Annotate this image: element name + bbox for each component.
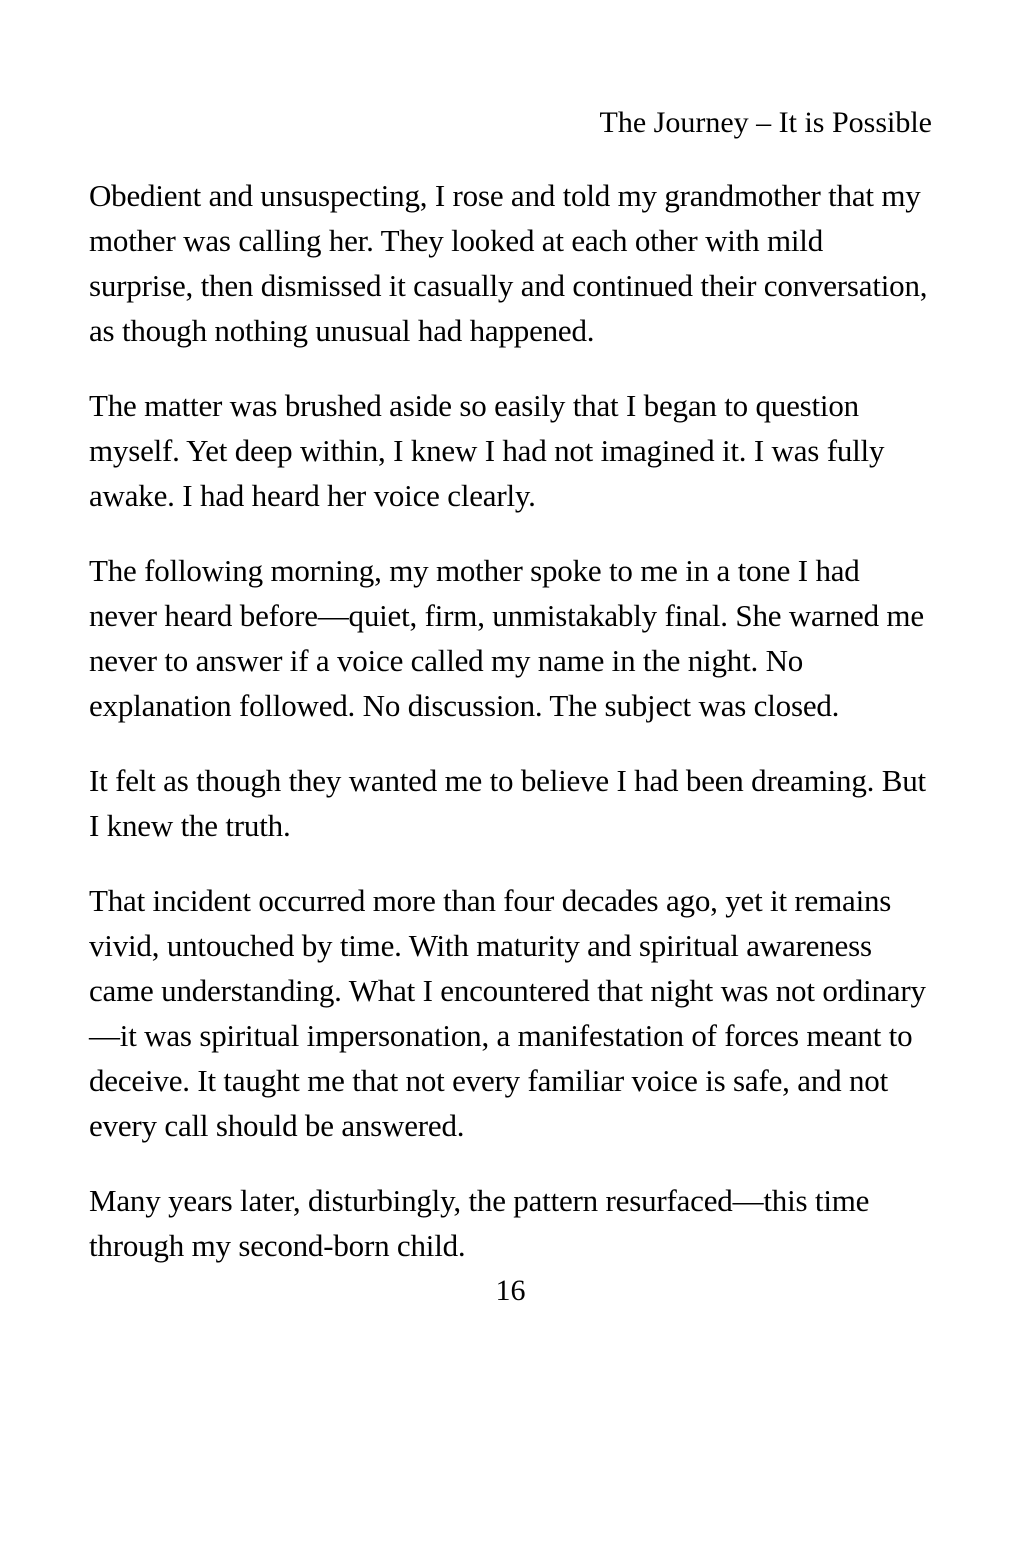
paragraph: Many years later, disturbingly, the pattern resurfaced—this time through my second-born child. (89, 1183, 870, 1263)
paragraph: It felt as though they wanted me to believe I had been dreaming. But I knew the truth. (89, 763, 926, 843)
paragraph: That incident occurred more than four decades ago, yet it remains vivid, untouched by time. With maturity and spiritual awareness came understanding. What I encountered that night was not ordinary—it was spiritual impersonation, a manifestation of forces meant to deceive. It taught me that not every familiar voice is safe, and not every call should be answered. (89, 883, 926, 1143)
page-number: 16 (495, 1274, 526, 1307)
paragraph: The matter was brushed aside so easily that I began to question myself. Yet deep within, I knew I had not imagined it. I was fully awake. I had heard her voice clearly. (89, 388, 885, 513)
running-header: The Journey – It is Possible (599, 106, 932, 139)
page-body (89, 173, 932, 1268)
paragraph: Obedient and unsuspecting, I rose and told my grandmother that my mother was calling her. They looked at each other with mild surprise, then dismissed it casually and continued their conversation, as though nothing unusual had happened. (89, 178, 928, 348)
paragraph: The following morning, my mother spoke to me in a tone I had never heard before—quiet, firm, unmistakably final. She warned me never to answer if a voice called my name in the night. No explanation followed. No discussion. The subject was closed. (89, 553, 924, 723)
